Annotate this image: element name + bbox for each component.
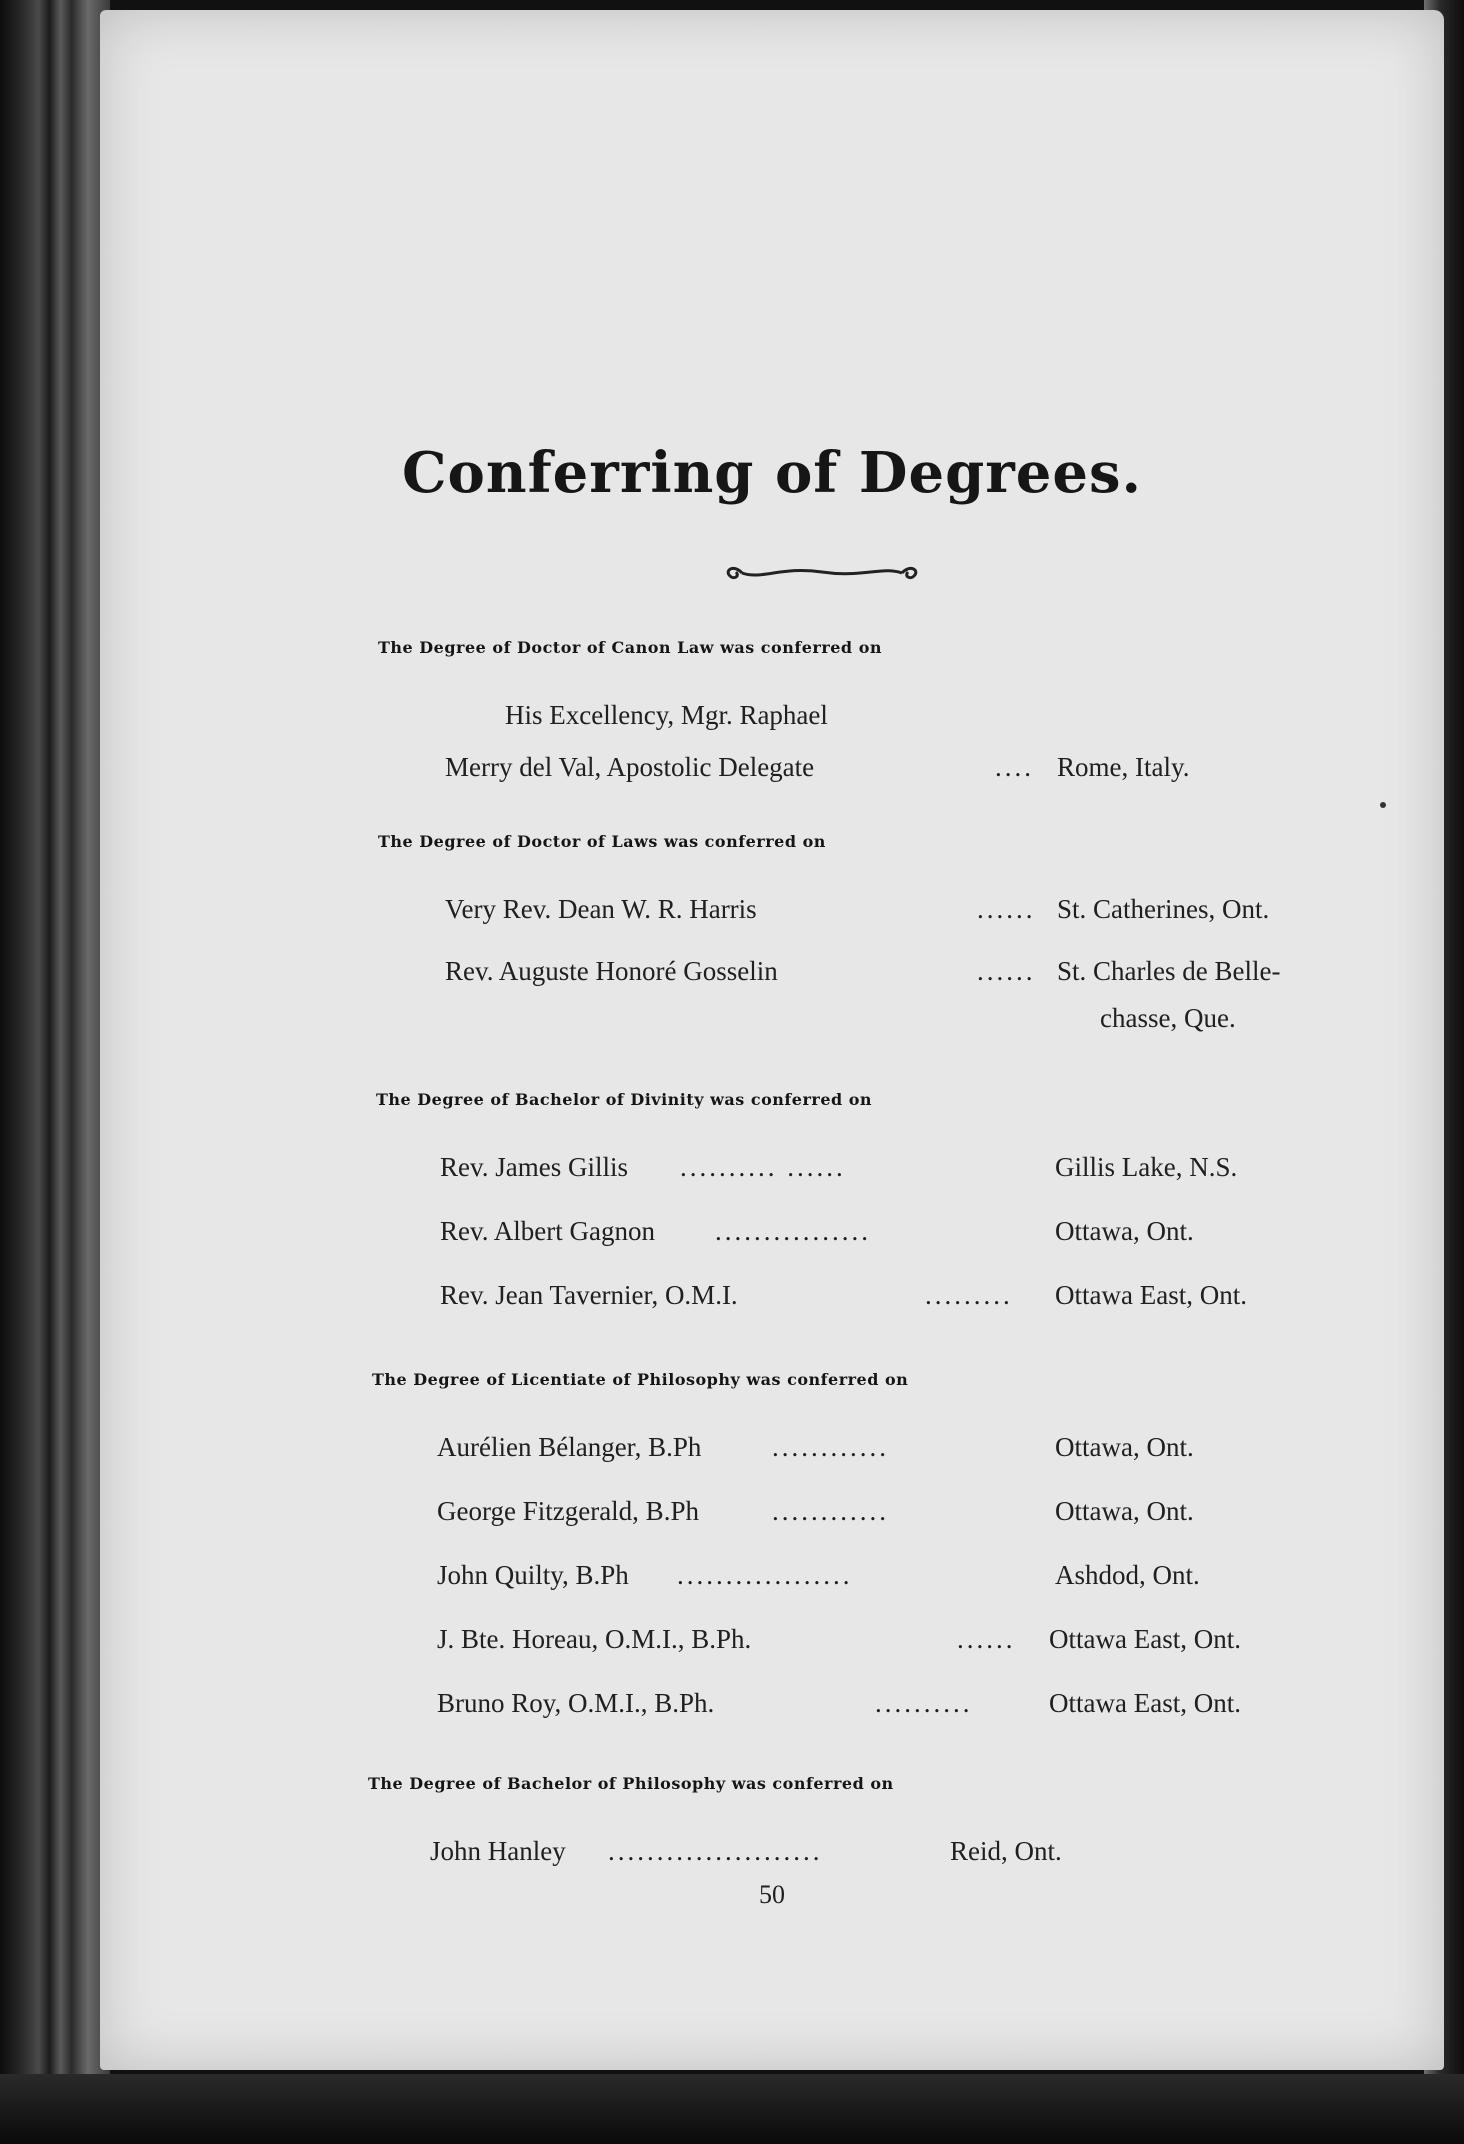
section-heading: The Degree of Bachelor of Divinity was conferred on (376, 1090, 873, 1109)
entry-name: Aurélien Bélanger, B.Ph (437, 1432, 702, 1462)
entry-place: Gillis Lake, N.S. (1055, 1152, 1238, 1182)
book-spine-edge (0, 0, 110, 2144)
list-item (445, 892, 1345, 926)
entry-name: Merry del Val, Apostolic Delegate (445, 752, 815, 782)
leader-dots: ...... (957, 1624, 1016, 1654)
entry-name: Rev. Albert Gagnon (440, 1216, 655, 1246)
leader-dots: ...... (977, 894, 1036, 924)
leader-dots: ............ (772, 1432, 889, 1462)
entry-place: Ottawa, Ont. (1055, 1496, 1194, 1526)
entry-place: Ottawa East, Ont. (1049, 1688, 1241, 1718)
document-page (100, 10, 1444, 2070)
entry-place: Reid, Ont. (950, 1836, 1062, 1866)
entry-place: Ottawa, Ont. (1055, 1216, 1194, 1246)
ornament-divider-icon (722, 560, 922, 586)
leader-dots: ...... (977, 956, 1036, 986)
entry-name: John Quilty, B.Ph (437, 1560, 629, 1590)
entry-place: St. Charles de Belle- (1057, 956, 1281, 986)
list-item (437, 1430, 1337, 1464)
entry-place: Ottawa, Ont. (1055, 1432, 1194, 1462)
page-title: Conferring of Degrees. (401, 440, 1143, 506)
entry-name: J. Bte. Horeau, O.M.I., B.Ph. (437, 1624, 752, 1654)
list-item (437, 1622, 1337, 1656)
entry-place: Ottawa East, Ont. (1055, 1280, 1247, 1310)
list-item (437, 1686, 1337, 1720)
entry-place-continued: chasse, Que. (1100, 1003, 1236, 1033)
leader-dots: .......... (875, 1688, 973, 1718)
leader-dots: .... (995, 752, 1034, 782)
entry-name: John Hanley (430, 1836, 566, 1866)
entry-place: Ashdod, Ont. (1055, 1560, 1200, 1590)
section-heading: The Degree of Bachelor of Philosophy was conferred on (368, 1774, 894, 1793)
leader-dots: ................ (715, 1216, 871, 1246)
leader-dots: .......... ...... (680, 1152, 846, 1182)
section-heading: The Degree of Doctor of Laws was conferred on (378, 832, 826, 851)
leader-dots: .................. (677, 1560, 853, 1590)
entry-place: Ottawa East, Ont. (1049, 1624, 1241, 1654)
list-item (437, 1494, 1337, 1528)
entry-lead-line: His Excellency, Mgr. Raphael (505, 700, 828, 730)
list-item (430, 1834, 1330, 1868)
entry-place: Rome, Italy. (1057, 752, 1190, 782)
list-item (445, 750, 1245, 784)
section-heading: The Degree of Licentiate of Philosophy was conferred on (372, 1370, 909, 1389)
entry-place: St. Catherines, Ont. (1057, 894, 1270, 924)
leader-dots: ......... (925, 1280, 1013, 1310)
ink-speck (1380, 802, 1386, 808)
entry-name: Very Rev. Dean W. R. Harris (445, 894, 757, 924)
entry-name: Rev. Auguste Honoré Gosselin (445, 956, 778, 986)
list-item (445, 954, 1405, 988)
entry-name: George Fitzgerald, B.Ph (437, 1496, 699, 1526)
list-item (440, 1278, 1340, 1312)
entry-name: Rev. Jean Tavernier, O.M.I. (440, 1280, 738, 1310)
section-heading: The Degree of Doctor of Canon Law was conferred on (378, 638, 882, 657)
page-number: 50 (759, 1880, 785, 1909)
list-item (440, 1150, 1340, 1184)
leader-dots: ............ (772, 1496, 889, 1526)
entry-name: Rev. James Gillis (440, 1152, 628, 1182)
book-bottom-edge (0, 2074, 1464, 2144)
list-item (437, 1558, 1337, 1592)
entry-name: Bruno Roy, O.M.I., B.Ph. (437, 1688, 715, 1718)
list-item (440, 1214, 1340, 1248)
leader-dots: ...................... (608, 1836, 823, 1866)
